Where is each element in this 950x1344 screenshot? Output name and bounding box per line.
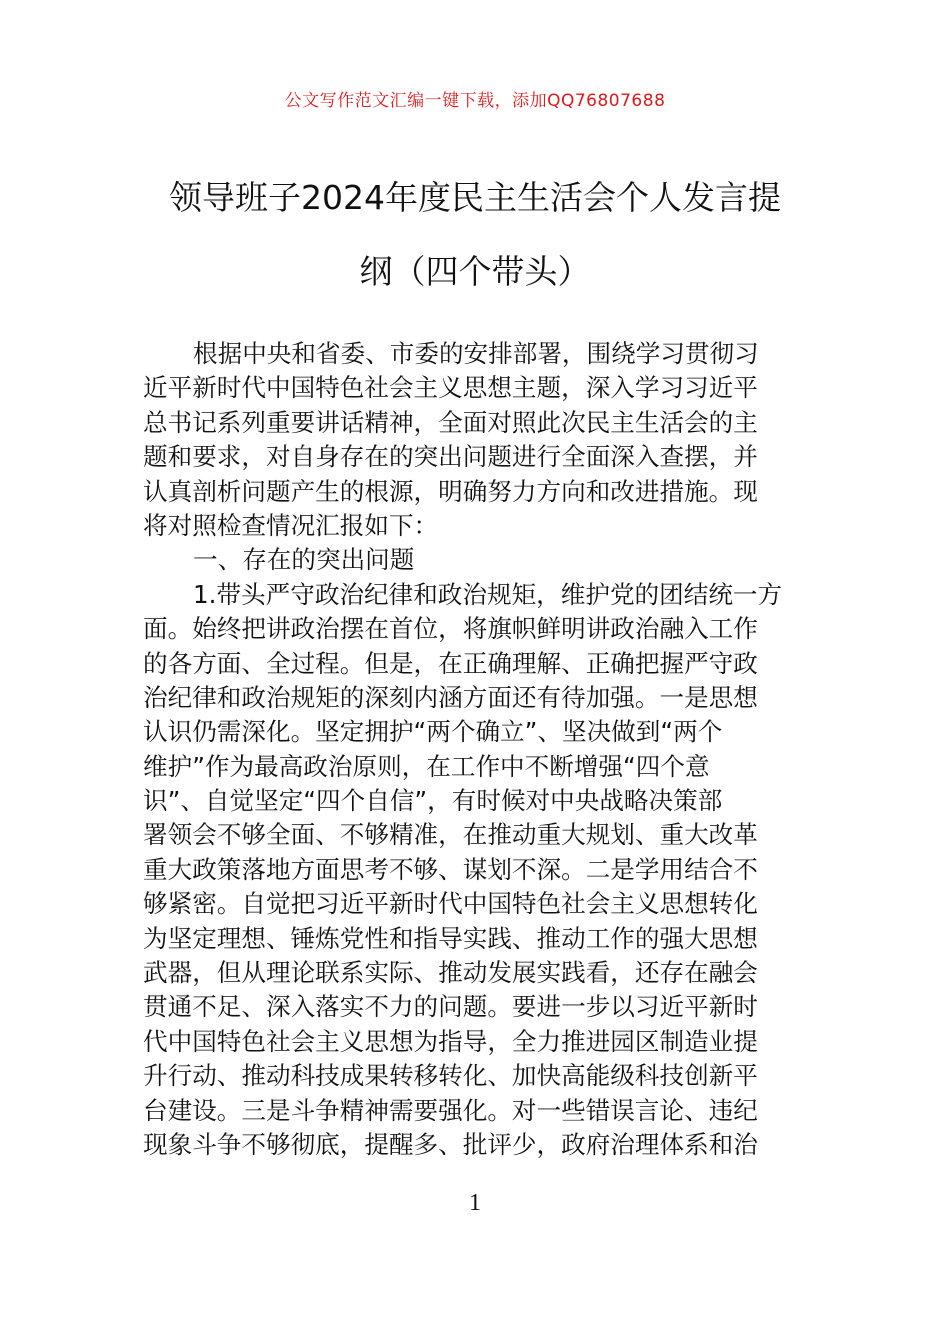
body-line: 现象斗争不够彻底，提醒多、批评少，政府治理体系和治 (143, 1129, 758, 1159)
body-line: 根据中央和省委、市委的安排部署，围绕学习贯彻习 (193, 339, 759, 368)
header-note: 公文写作范文汇编一键下载，添加QQ76807688 (284, 91, 666, 111)
body-line: 台建设。三是斗争精神需要强化。对一些错误言论、违纪 (143, 1095, 758, 1125)
body-line: 重大政策落地方面思考不够、谋划不深。二是学用结合不 (143, 854, 758, 884)
document-body (143, 337, 809, 1162)
body-line: 认识仍需深化。坚定拥护“两个确立”、坚决做到“两个 (143, 717, 723, 747)
body-line: 的各方面、全过程。但是，在正确理解、正确把握严守政 (143, 648, 758, 678)
body-line: 近平新时代中国特色社会主义思想主题，深入学习习近平 (143, 373, 758, 403)
body-line: 够紧密。自觉把习近平新时代中国特色社会主义思想转化 (143, 889, 758, 919)
body-line: 署领会不够全面、不够精准，在推动重大规划、重大改革 (143, 820, 758, 850)
body-line: 总书记系列重要讲话精神，全面对照此次民主生活会的主 (143, 407, 758, 437)
body-line: 题和要求，对自身存在的突出问题进行全面深入查摆，并 (143, 442, 758, 472)
body-line: 治纪律和政治规矩的深刻内涵方面还有待加强。一是思想 (143, 682, 758, 712)
body-line: 面。始终把讲政治摆在首位，将旗帜鲜明讲政治融入工作 (143, 614, 758, 644)
body-line: 将对照检查情况汇报如下： (143, 510, 439, 540)
body-line: 认真剖析问题产生的根源，明确努力方向和改进措施。现 (143, 476, 758, 506)
body-line: 1.带头严守政治纪律和政治规矩，维护党的团结统一方 (193, 579, 783, 609)
section-heading: 一、存在的突出问题 (193, 545, 415, 575)
body-line: 贯通不足、深入落实不力的问题。要进一步以习近平新时 (143, 992, 758, 1022)
document-title-line-2: 纲（四个带头） (359, 252, 591, 291)
document-title-line-1: 领导班子2024年度民主生活会个人发言提 (169, 178, 781, 217)
body-line: 代中国特色社会主义思想为指导，全力推进园区制造业提 (143, 1026, 758, 1056)
body-line: 武器，但从理论联系实际、推动发展实践看，还存在融会 (143, 958, 758, 988)
page-number: 1 (469, 1190, 481, 1216)
body-line: 识”、自觉坚定“四个自信”，有时候对中央战略决策部 (143, 786, 723, 816)
body-line: 维护”作为最高政治原则，在工作中不断增强“四个意 (143, 751, 710, 781)
body-line: 升行动、推动科技成果转移转化、加快高能级科技创新平 (143, 1061, 758, 1091)
body-line: 为坚定理想、锤炼党性和指导实践、推动工作的强大思想 (143, 923, 758, 953)
